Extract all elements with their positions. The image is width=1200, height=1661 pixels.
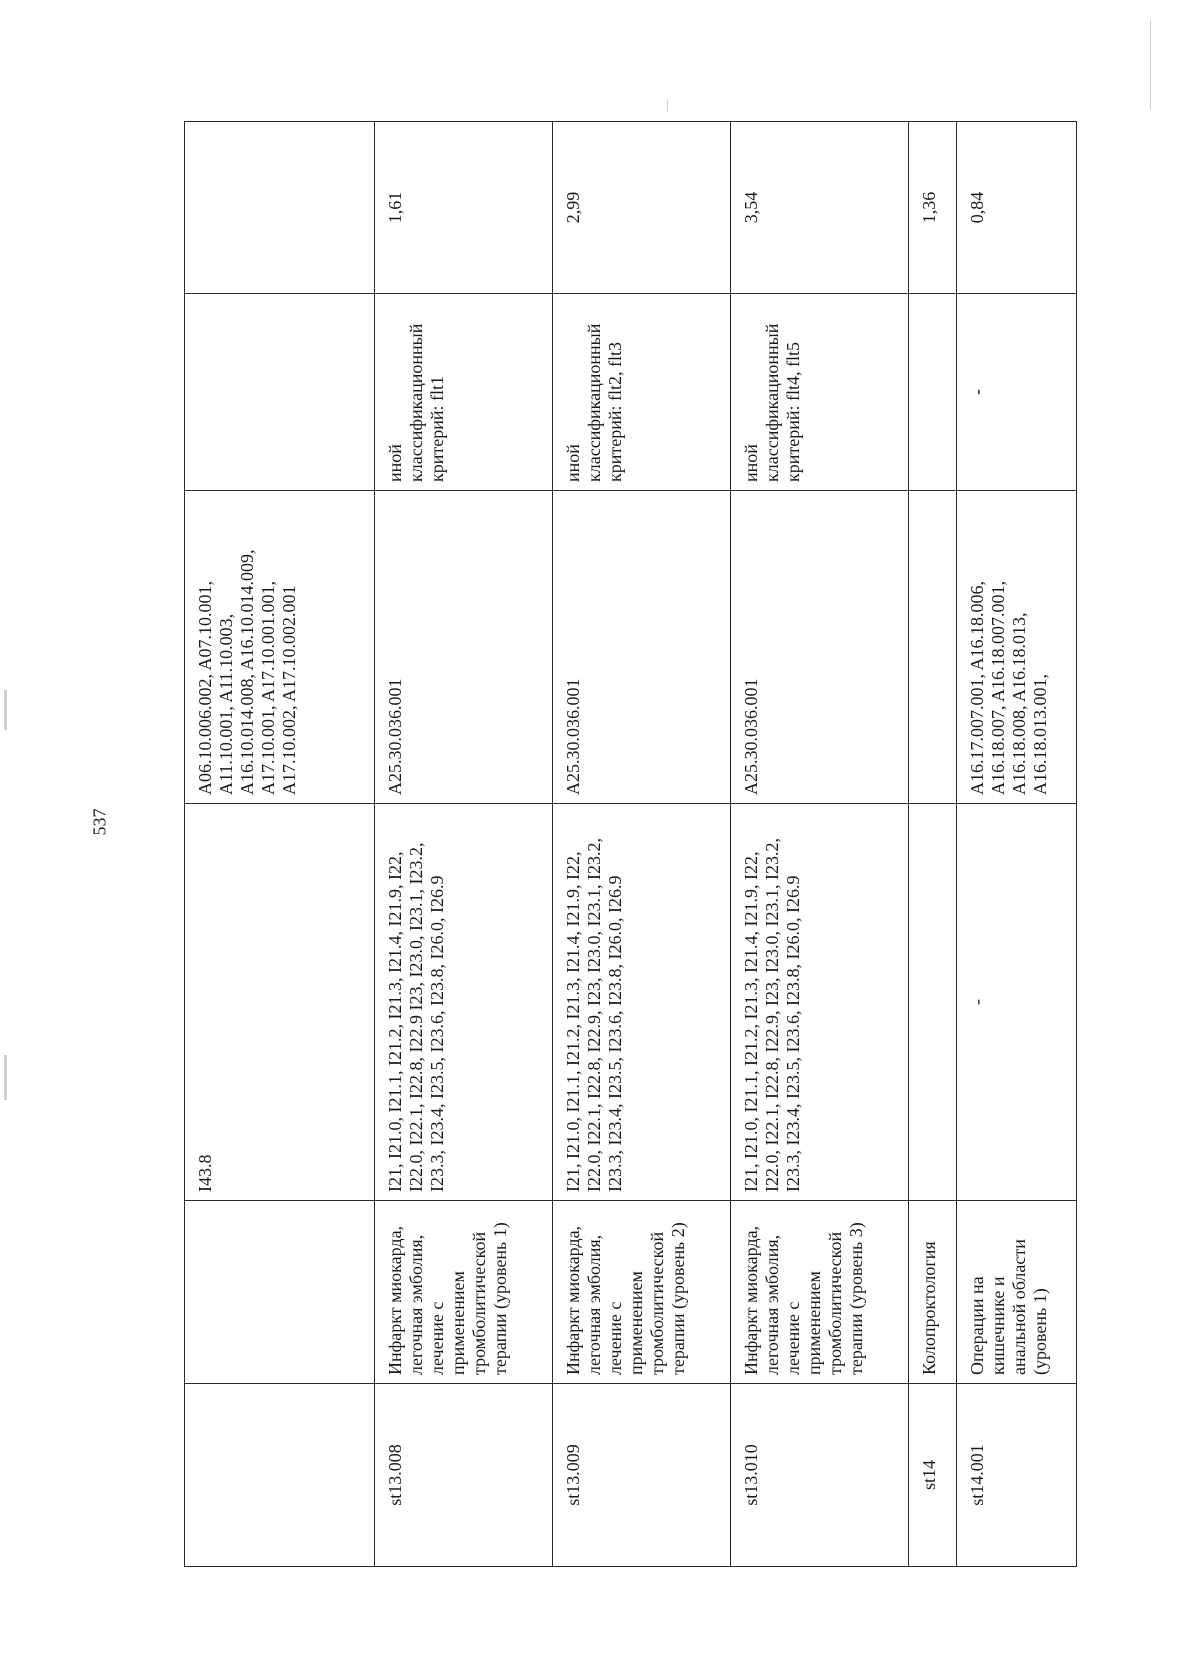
services-cell: A25.30.036.001	[553, 491, 731, 804]
code-cell: st13.008	[375, 1384, 553, 1567]
criterion-cell: иной классификационный критерий: flt1	[375, 294, 553, 491]
scan-speck	[4, 690, 7, 730]
tariff-table	[184, 121, 1077, 1567]
table-row	[957, 122, 1077, 1567]
table-row	[375, 122, 553, 1567]
name-cell: Инфаркт миокарда, легочная эмболия, лечение с применением тромболитической терапии (уровень 2)	[553, 1201, 731, 1384]
section-code-cell: st14	[909, 1384, 957, 1567]
code-cell: st13.009	[553, 1384, 731, 1567]
scan-speck	[667, 100, 668, 112]
section-coefficient-cell: 1,36	[909, 122, 957, 294]
criterion-cell: -	[957, 294, 1077, 491]
diagnosis-cell	[909, 804, 957, 1201]
services-cell: A06.10.006.002, A07.10.001, A11.10.001, A11.10.003, A16.10.014.008, A16.10.014.009, A17.10.001, A17.10.001.001, A17.10.002, A17.10.002.001	[185, 491, 375, 804]
scan-speck	[4, 1055, 7, 1100]
services-cell	[909, 491, 957, 804]
coefficient-cell: 1,61	[375, 122, 553, 294]
section-row	[909, 122, 957, 1567]
rotated-table-container	[184, 122, 1076, 1567]
code-cell: st14.001	[957, 1384, 1077, 1567]
table-row	[185, 122, 375, 1567]
code-cell: st13.010	[731, 1384, 909, 1567]
section-name-cell: Колопроктология	[909, 1201, 957, 1384]
name-cell: Операции на кишечнике и анальной области (уровень 1)	[957, 1201, 1077, 1384]
coefficient-cell: 0,84	[957, 122, 1077, 294]
criterion-cell: иной классификационный критерий: flt4, flt5	[731, 294, 909, 491]
criterion-cell	[185, 294, 375, 491]
diagnosis-cell: I21, I21.0, I21.1, I21.2, I21.3, I21.4, I21.9, I22, I22.0, I22.1, I22.8, I22.9 I23, I23.0, I23.1, I23.2, I23.3, I23.4, I23.5, I23.6, I23.8, I26.0, I26.9	[375, 804, 553, 1201]
services-cell: A25.30.036.001	[731, 491, 909, 804]
code-cell	[185, 1384, 375, 1567]
criterion-cell: иной классификационный критерий: flt2, flt3	[553, 294, 731, 491]
services-cell: A16.17.007.001, A16.18.006, A16.18.007, A16.18.007.001, A16.18.008, A16.18.013, A16.18.013.001,	[957, 491, 1077, 804]
coefficient-cell	[185, 122, 375, 294]
criterion-cell	[909, 294, 957, 491]
coefficient-cell: 3,54	[731, 122, 909, 294]
name-cell: Инфаркт миокарда, легочная эмболия, лечение с применением тромболитической терапии (уровень 3)	[731, 1201, 909, 1384]
diagnosis-cell: -	[957, 804, 1077, 1201]
page-number: 537	[89, 808, 110, 836]
table-row	[731, 122, 909, 1567]
name-cell: Инфаркт миокарда, легочная эмболия, лечение с применением тромболитической терапии (уровень 1)	[375, 1201, 553, 1384]
table-row	[553, 122, 731, 1567]
name-cell	[185, 1201, 375, 1384]
diagnosis-cell: I21, I21.0, I21.1, I21.2, I21.3, I21.4, I21.9, I22, I22.0, I22.1, I22.8, I22.9, I23, I23.0, I23.1, I23.2, I23.3, I23.4, I23.5, I23.6, I23.8, I26.0, I26.9	[553, 804, 731, 1201]
diagnosis-cell: I43.8	[185, 804, 375, 1201]
diagnosis-cell: I21, I21.0, I21.1, I21.2, I21.3, I21.4, I21.9, I22, I22.0, I22.1, I22.8, I22.9, I23, I23.0, I23.1, I23.2, I23.3, I23.4, I23.5, I23.6, I23.8, I26.0, I26.9	[731, 804, 909, 1201]
scan-line	[1150, 20, 1151, 110]
coefficient-cell: 2,99	[553, 122, 731, 294]
services-cell: A25.30.036.001	[375, 491, 553, 804]
